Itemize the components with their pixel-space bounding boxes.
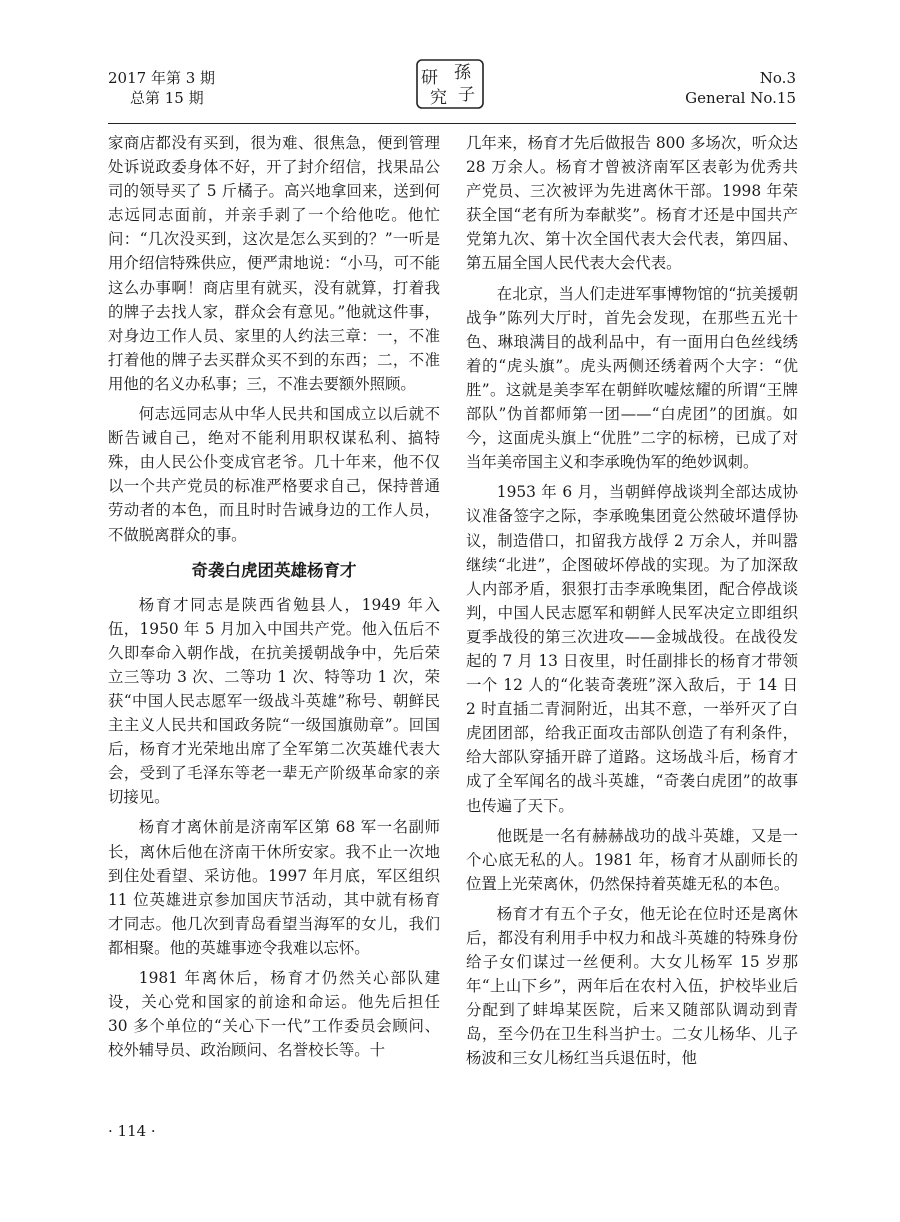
page-header [108,62,796,118]
issue-info-cn [108,68,215,108]
left-paragraph-3: 杨育才同志是陕西省勉县人，1949 年入伍，1950 年 5 月加入中国共产党。他入伍后不久即奉命入朝作战，在抗美援朝战争中，先后荣立三等功 3 次、二等功 1 次、特等功 1 次，荣获“中国人民志愿军一级战斗英雄”称号、朝鲜民主主义人民共和国政务院“一级国旗勋章”。回国后，杨育才光荣地出席了全军第二次英雄代表大会，受到了毛泽东等老一辈无产阶级革命家的亲切接见。 [108,595,440,807]
left-paragraph-1: 家商店都没有买到，很为难、很焦急，便到管理处诉说政委身体不好，开了封介绍信，找果品公司的领导买了 5 斤橘子。高兴地拿回来，送到何志远同志面前，并亲手剥了一个给他吃。他忙问：“几次没买到，这次是怎么买到的？”一听是用介绍信特殊供应，便严肃地说：“小马，可不能这么办事啊！商店里有就买，没有就算，打着我的牌子去找人家，群众会有意见。”他就这件事，对身边工作人员、家里的人约法三章：一，不准打着他的牌子去买群众买不到的东西；二，不准用他的名义办私事；三，不准去要额外照顾。 [108,134,440,393]
right-paragraph-2: 在北京，当人们走进军事博物馆的“抗美援朝战争”陈列大厅时，首先会发现，在那些五光十色、琳琅满目的战利品中，有一面用白色丝线绣着的“虎头旗”。虎头两侧还绣着两个大字：“优胜”。这就是美李军在朝鲜吹嘘炫耀的所谓“王牌部队”伪首都师第一团——“白虎团”的团旗。如今，这面虎头旗上“优胜”二字的标榜，已成了对当年美帝国主义和李承晚伪军的绝妙讽刺。 [466,284,798,472]
logo-char-jiu: 究 [430,88,447,108]
left-column [108,131,440,1062]
logo-char-zi: 子 [458,85,475,105]
left-paragraph-4: 杨育才离休前是济南军区第 68 军一名副师长，离休后他在济南干休所安家。我不止一次地到住处看望、采访他。1997 年月底，军区组织 11 位英雄进京参加国庆节活动，其中就有杨育才同志。他几次到青岛看望当海军的女儿，我们都相聚。他的英雄事迹令我难以忘怀。 [108,818,440,957]
right-paragraph-1: 几年来，杨育才先后做报告 800 多场次，听众达 28 万余人。杨育才曾被济南军区表彰为优秀共产党员、三次被评为先进离休干部。1998 年荣获全国“老有所为奉献奖”。杨育才还是中国共产党第九次、第十次全国代表大会代表，第四届、第五届全国人民代表大会代表。 [466,134,798,273]
section-heading: 奇袭白虎团英雄杨育才 [191,560,357,580]
total-issue-en: General No.15 [685,89,796,107]
logo-char-sun: 孫 [454,63,471,83]
issue-number-cn: 2017 年第 3 期 [108,69,216,87]
journal-logo [414,58,486,110]
left-paragraph-2: 何志远同志从中华人民共和国成立以后就不断告诫自己，绝对不能利用职权谋私利、搞特殊，由人民公仆变成官老爷。几十年来，他不仅以一个共产党员的标准严格要求自己，保持普通劳动者的本色，而且时时告诫身边的工作人员，不做脱离群众的事。 [108,405,440,544]
total-issue-cn: 总第 15 期 [130,89,204,107]
header-rule [108,123,796,124]
right-paragraph-3: 1953 年 6 月，当朝鲜停战谈判全部达成协议准备签字之际，李承晚集团竟公然破坏遣俘协议，制造借口，扣留我方战俘 2 万余人，并叫嚣继续“北进”，企图破坏停战的实现。为了加深敌人内部矛盾，狠狠打击李承晚集团，配合停战谈判，中国人民志愿军和朝鲜人民军决定立即组织夏季战役的第三次进攻——金城战役。在战役发起的 7 月 13 日夜里，时任副排长的杨育才带领一个 12 人的“化装奇袭班”深入敌后，于 14 日 2 时直插二青洞附近，出其不意，一举歼灭了白虎团团部，给我正面攻击部队创造了有利条件，给大部队穿插开辟了道路。这场战斗后，杨育才成了全军闻名的战斗英雄，“奇袭白虎团”的故事也传遍了天下。 [466,483,798,815]
right-paragraph-4: 他既是一名有赫赫战功的战斗英雄，又是一个心底无私的人。1981 年，杨育才从副师长的位置上光荣离休，仍然保持着英雄无私的本色。 [466,826,798,893]
logo-char-yan: 研 [421,68,438,88]
page-number: · 114 · [108,1122,156,1140]
right-paragraph-5: 杨育才有五个子女，他无论在位时还是离休后，都没有利用手中权力和战斗英雄的特殊身份给子女们谋过一丝便利。大女儿杨军 15 岁那年“上山下乡”，两年后在农村入伍，护校毕业后分配到了蚌埠某医院，后来又随部队调动到青岛，至今仍在卫生科当护士。二女儿杨华、儿子杨波和三女儿杨红当兵退伍时，他 [466,904,798,1068]
right-column [466,131,798,1071]
issue-number-en: No.3 [759,69,796,87]
issue-info-en [685,68,796,108]
left-paragraph-5: 1981 年离休后，杨育才仍然关心部队建设，关心党和国家的前途和命运。他先后担任 30 多个单位的“关心下一代”工作委员会顾问、校外辅导员、政治顾问、名誉校长等。十 [108,969,440,1060]
